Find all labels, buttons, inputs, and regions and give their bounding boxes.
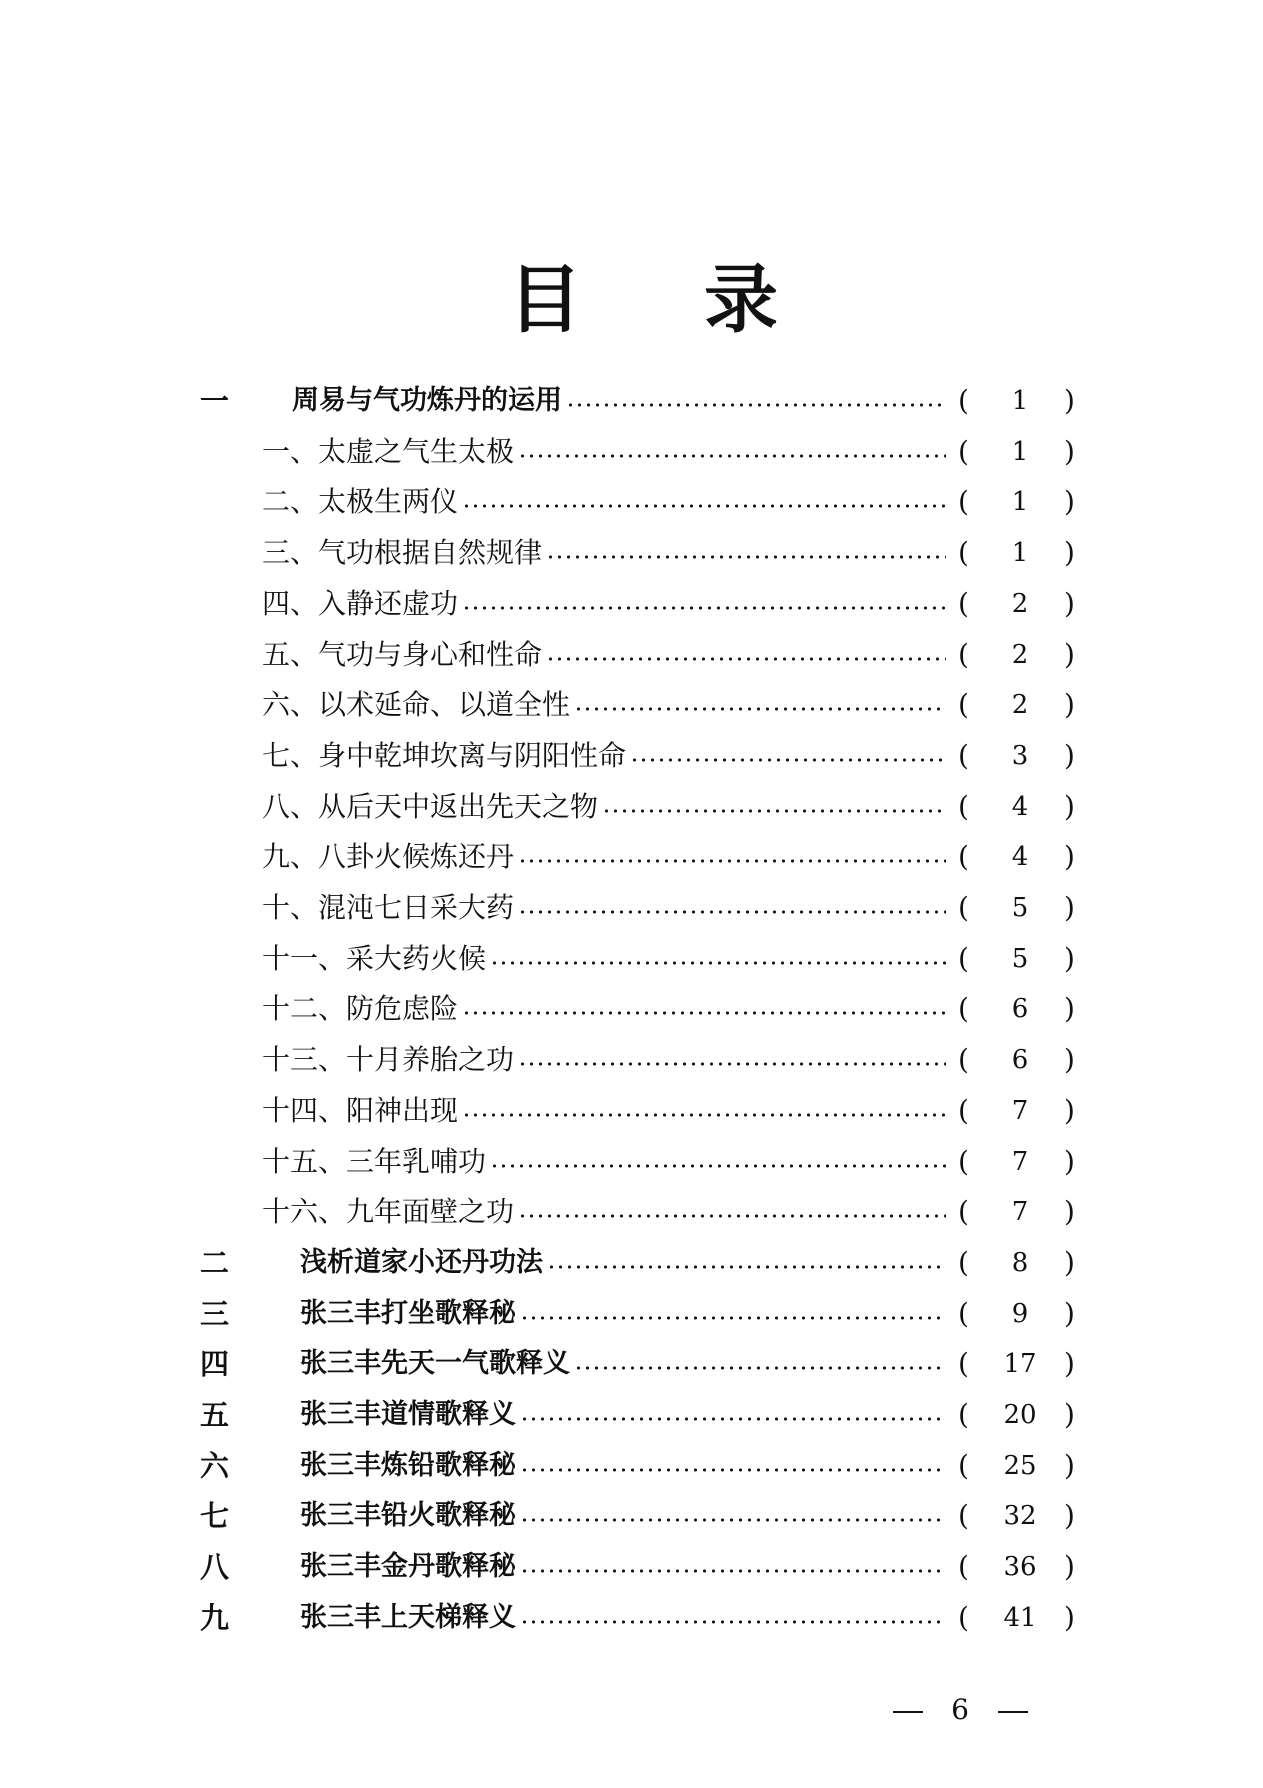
toc-paren-open: ( (958, 1145, 969, 1178)
toc-entry-title-line (262, 630, 952, 680)
footer-dash-left (893, 1711, 923, 1713)
toc-entry-title-line (262, 427, 952, 477)
toc-entry-title: 九、八卦火候炼还丹 (262, 840, 515, 873)
toc-paren-close: ) (1064, 435, 1075, 468)
toc-entry-title: 十三、十月养胎之功 (262, 1043, 515, 1076)
toc-entry (0, 832, 1263, 882)
toc-entry (0, 680, 1263, 730)
toc-entry-title: 张三丰道情歌释义 (300, 1399, 516, 1430)
toc-page-number: 9 (1011, 1299, 1029, 1329)
toc-entry-title: 二、太极生两仪 (262, 485, 459, 518)
toc-entry-title-line (262, 680, 952, 730)
toc-entry-number: 五 (200, 1398, 230, 1432)
toc-page-number: 1 (1011, 538, 1029, 568)
toc-entry-title-line (262, 477, 952, 527)
toc-dot-leader (462, 1112, 946, 1118)
toc-entry-title: 八、从后天中返出先天之物 (262, 790, 599, 823)
toc-paren-open: ( (958, 1195, 969, 1228)
toc-entry-title: 一、太虚之气生太极 (262, 435, 515, 468)
toc-dot-leader (546, 656, 946, 662)
toc-page-number: 8 (1011, 1248, 1029, 1278)
toc-entry-title-line (300, 1542, 952, 1592)
toc-dot-leader (518, 1061, 946, 1067)
toc-dot-leader (566, 402, 946, 408)
toc-paren-open: ( (958, 739, 969, 772)
toc-dot-leader (490, 1163, 946, 1169)
toc-entry-title: 十五、三年乳哺功 (262, 1145, 487, 1178)
toc-entry (0, 1441, 1263, 1491)
toc-entry (0, 1086, 1263, 1136)
toc-paren-close: ) (1064, 1347, 1075, 1380)
toc-entry (0, 1187, 1263, 1237)
toc-page-number: 6 (1011, 1045, 1029, 1075)
toc-entry (0, 984, 1263, 1034)
toc-paren-open: ( (958, 1449, 969, 1482)
toc-entry (0, 1137, 1263, 1187)
toc-paren-close: ) (1064, 1601, 1075, 1634)
toc-entry-title-line (262, 832, 952, 882)
toc-entry (0, 1035, 1263, 1085)
toc-entry-title: 张三丰先天一气歌释义 (300, 1348, 570, 1379)
toc-entry-title: 五、气功与身心和性命 (262, 638, 543, 671)
toc-paren-close: ) (1064, 1043, 1075, 1076)
toc-page-number: 5 (1011, 944, 1029, 974)
toc-entry (0, 1289, 1263, 1339)
toc-page-number: 36 (1003, 1552, 1037, 1582)
toc-entry-number: 四 (200, 1347, 230, 1381)
toc-paren-close: ) (1064, 1145, 1075, 1178)
toc-page-number: 4 (1011, 842, 1029, 872)
toc-paren-close: ) (1064, 1449, 1075, 1482)
toc-page-number: 1 (1011, 437, 1029, 467)
toc-paren-open: ( (958, 840, 969, 873)
toc-entry-title-line (262, 883, 952, 933)
toc-paren-close: ) (1064, 739, 1075, 772)
toc-entry-title-line (300, 1339, 952, 1389)
toc-paren-close: ) (1064, 638, 1075, 671)
toc-entry (0, 630, 1263, 680)
toc-paren-close: ) (1064, 790, 1075, 823)
toc-entry-title: 浅析道家小还丹功法 (300, 1247, 543, 1278)
page-footer (0, 1690, 1263, 1730)
toc-paren-close: ) (1064, 536, 1075, 569)
page-title (0, 255, 1263, 345)
toc-paren-close: ) (1064, 485, 1075, 518)
toc-entry-number: 九 (200, 1601, 230, 1635)
toc-paren-open: ( (958, 942, 969, 975)
toc-entry-title: 张三丰铅火歌释秘 (300, 1500, 516, 1531)
toc-paren-close: ) (1064, 587, 1075, 620)
toc-paren-close: ) (1064, 942, 1075, 975)
toc-dot-leader (520, 1315, 946, 1321)
toc-dot-leader (490, 960, 946, 966)
footer-page-number: 6 (951, 1693, 969, 1726)
toc-paren-open: ( (958, 435, 969, 468)
toc-entry (0, 376, 1263, 426)
toc-dot-leader (520, 1467, 946, 1473)
toc-entry-title: 张三丰上天梯释义 (300, 1602, 516, 1633)
toc-entry (0, 1339, 1263, 1389)
toc-dot-leader (602, 808, 946, 814)
toc-page-number: 32 (1003, 1501, 1037, 1531)
title-char-1: 目 (508, 257, 582, 343)
toc-dot-leader (462, 605, 946, 611)
toc-entry-title-line (300, 1390, 952, 1440)
toc-paren-open: ( (958, 587, 969, 620)
toc-entry-title-line (292, 376, 952, 426)
toc-entry-number: 一 (200, 384, 230, 418)
toc-page-number: 7 (1011, 1096, 1029, 1126)
toc-entry-number: 六 (200, 1449, 230, 1483)
toc-paren-close: ) (1064, 840, 1075, 873)
toc-entry-title-line (262, 731, 952, 781)
toc-paren-open: ( (958, 790, 969, 823)
toc-dot-leader (630, 757, 946, 763)
toc-paren-open: ( (958, 485, 969, 518)
toc-entry-title: 十、混沌七日采大药 (262, 891, 515, 924)
toc-dot-leader (518, 909, 946, 915)
toc-entry-title: 十四、阳神出现 (262, 1094, 459, 1127)
toc-dot-leader (462, 1010, 946, 1016)
toc-entry-title: 十一、采大药火候 (262, 942, 487, 975)
toc-entry (0, 1491, 1263, 1541)
toc-dot-leader (520, 1619, 946, 1625)
toc-entry (0, 427, 1263, 477)
toc-page-number: 20 (1003, 1400, 1037, 1430)
toc-dot-leader (546, 554, 946, 560)
toc-page-number: 17 (1003, 1349, 1037, 1379)
toc-entry-title-line (262, 1086, 952, 1136)
title-char-2: 录 (704, 257, 778, 343)
toc-entry-title: 三、气功根据自然规律 (262, 536, 543, 569)
toc-entry-title: 十六、九年面壁之功 (262, 1195, 515, 1228)
toc-page-number: 6 (1011, 994, 1029, 1024)
toc-entry-title-line (262, 1187, 952, 1237)
toc-dot-leader (520, 1568, 946, 1574)
toc-entry (0, 579, 1263, 629)
toc-entry-number: 七 (200, 1499, 230, 1533)
toc-paren-close: ) (1064, 1398, 1075, 1431)
toc-page-number: 1 (1011, 487, 1029, 517)
toc-paren-close: ) (1064, 1297, 1075, 1330)
toc-entry-title-line (262, 984, 952, 1034)
toc-dot-leader (574, 1365, 946, 1371)
toc-entry (0, 1542, 1263, 1592)
toc-page-number: 41 (1003, 1603, 1037, 1633)
toc-entry-title-line (300, 1593, 952, 1643)
toc-dot-leader (518, 453, 946, 459)
toc-paren-open: ( (958, 1246, 969, 1279)
toc-paren-open: ( (958, 1398, 969, 1431)
toc-page-number: 5 (1011, 893, 1029, 923)
toc-entry-number: 八 (200, 1550, 230, 1584)
toc-entry (0, 731, 1263, 781)
toc-entry-title: 张三丰炼铅歌释秘 (300, 1450, 516, 1481)
toc-paren-open: ( (958, 1347, 969, 1380)
toc-page-number: 25 (1003, 1451, 1037, 1481)
toc-entry-title-line (262, 1035, 952, 1085)
toc-dot-leader (518, 858, 946, 864)
toc-entry (0, 528, 1263, 578)
toc-paren-open: ( (958, 638, 969, 671)
toc-paren-open: ( (958, 1094, 969, 1127)
toc-entry (0, 934, 1263, 984)
toc-paren-close: ) (1064, 688, 1075, 721)
toc-entry-title: 张三丰打坐歌释秘 (300, 1298, 516, 1329)
toc-entry-title: 六、以术延命、以道全性 (262, 688, 571, 721)
toc-entry-title: 七、身中乾坤坎离与阴阳性命 (262, 739, 627, 772)
toc-paren-close: ) (1064, 1246, 1075, 1279)
toc-entry (0, 1593, 1263, 1643)
toc-entry (0, 1238, 1263, 1288)
toc-paren-open: ( (958, 536, 969, 569)
toc-entry-title-line (262, 934, 952, 984)
toc-paren-open: ( (958, 1601, 969, 1634)
toc-entry (0, 477, 1263, 527)
toc-paren-open: ( (958, 891, 969, 924)
toc-entry-title-line (300, 1238, 952, 1288)
toc-page-number: 7 (1011, 1197, 1029, 1227)
toc-page-number: 2 (1011, 690, 1029, 720)
toc-page-number: 3 (1011, 741, 1029, 771)
toc-entry-title-line (262, 1137, 952, 1187)
toc-entry-title: 张三丰金丹歌释秘 (300, 1551, 516, 1582)
toc-entry-title: 周易与气功炼丹的运用 (292, 385, 562, 416)
toc-paren-open: ( (958, 1550, 969, 1583)
toc-paren-open: ( (958, 1499, 969, 1532)
toc-dot-leader (547, 1264, 946, 1270)
toc-paren-open: ( (958, 1297, 969, 1330)
toc-page-number: 2 (1011, 589, 1029, 619)
toc-dot-leader (520, 1517, 946, 1523)
toc-paren-close: ) (1064, 1195, 1075, 1228)
toc-paren-close: ) (1064, 1094, 1075, 1127)
toc-entry-title-line (262, 782, 952, 832)
toc-paren-open: ( (958, 1043, 969, 1076)
toc-page-number: 1 (1011, 386, 1029, 416)
toc-paren-open: ( (958, 384, 969, 417)
toc-entry-title-line (262, 579, 952, 629)
toc-dot-leader (520, 1416, 946, 1422)
toc-entry-title-line (262, 528, 952, 578)
toc-dot-leader (574, 706, 946, 712)
toc-entry-number: 三 (200, 1297, 230, 1331)
toc-page-number: 7 (1011, 1147, 1029, 1177)
toc-entry-title-line (300, 1289, 952, 1339)
toc-page-number: 2 (1011, 640, 1029, 670)
toc-paren-close: ) (1064, 891, 1075, 924)
toc-paren-open: ( (958, 992, 969, 1025)
toc-paren-close: ) (1064, 1550, 1075, 1583)
toc-paren-close: ) (1064, 1499, 1075, 1532)
toc-entry-title: 十二、防危虑险 (262, 992, 459, 1025)
toc-dot-leader (462, 503, 946, 509)
toc-entry-title-line (300, 1491, 952, 1541)
toc-page-number: 4 (1011, 792, 1029, 822)
toc-dot-leader (518, 1213, 946, 1219)
toc-entry (0, 782, 1263, 832)
toc-paren-open: ( (958, 688, 969, 721)
toc-entry-number: 二 (200, 1246, 230, 1280)
toc-entry-title-line (300, 1441, 952, 1491)
footer-dash-right (998, 1711, 1028, 1713)
toc-entry (0, 883, 1263, 933)
toc-paren-close: ) (1064, 384, 1075, 417)
toc-entry (0, 1390, 1263, 1440)
toc-paren-close: ) (1064, 992, 1075, 1025)
toc-entry-title: 四、入静还虚功 (262, 587, 459, 620)
